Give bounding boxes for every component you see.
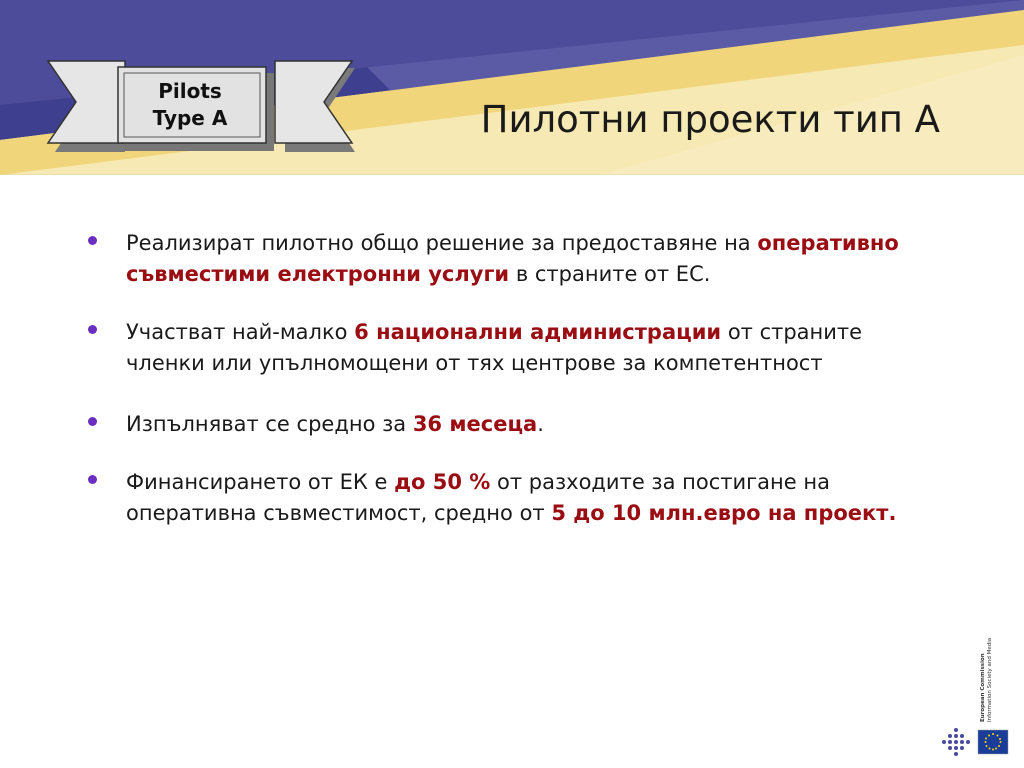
list-item — [86, 317, 906, 379]
bullet-dot-icon — [88, 417, 97, 426]
european-commission-logo — [938, 630, 1014, 760]
bullet-dot-icon — [88, 236, 97, 245]
bullet-text: Реализират пилотно общо решение за предоставяне на — [126, 231, 758, 255]
bullet-text: от страните членки или упълномощени от тях центрове за компетентност — [126, 320, 863, 375]
bullet-text: . — [537, 412, 544, 436]
list-item — [86, 409, 906, 440]
ec-org: European Commission — [980, 653, 986, 722]
bullet-highlight: 36 месеца — [412, 412, 538, 436]
badge-line-2: Type A — [152, 106, 228, 130]
ec-text — [980, 622, 994, 722]
bullet-dot-icon — [88, 475, 97, 484]
page-title: Пилотни проекти тип А — [480, 98, 940, 141]
list-item — [86, 228, 906, 290]
bullet-text: от разходите за постигане на оперативна съвместимост, средно от — [126, 470, 830, 525]
bullet-dot-icon — [88, 325, 97, 334]
bullet-highlight: оперативно съвместими електронни услуги — [126, 231, 899, 286]
bullet-text: Финансирането от ЕК е — [126, 470, 395, 494]
badge-line-1: Pilots — [158, 79, 222, 103]
ec-dept: Information Society and Media — [987, 637, 993, 722]
bullet-list — [86, 228, 906, 556]
bullet-text: Изпълняват се средно за — [126, 412, 413, 436]
bullet-text: в страните от ЕС. — [509, 262, 711, 286]
bullet-highlight: 6 национални администрации — [354, 320, 722, 344]
dot-cross-icon — [942, 728, 970, 756]
badge-label — [118, 78, 262, 132]
list-item — [86, 467, 906, 529]
bullet-highlight: до 50 % — [394, 470, 491, 494]
bullet-text: Участват най-малко — [126, 320, 355, 344]
bullet-highlight: 5 до 10 млн.евро на проект. — [551, 501, 897, 525]
